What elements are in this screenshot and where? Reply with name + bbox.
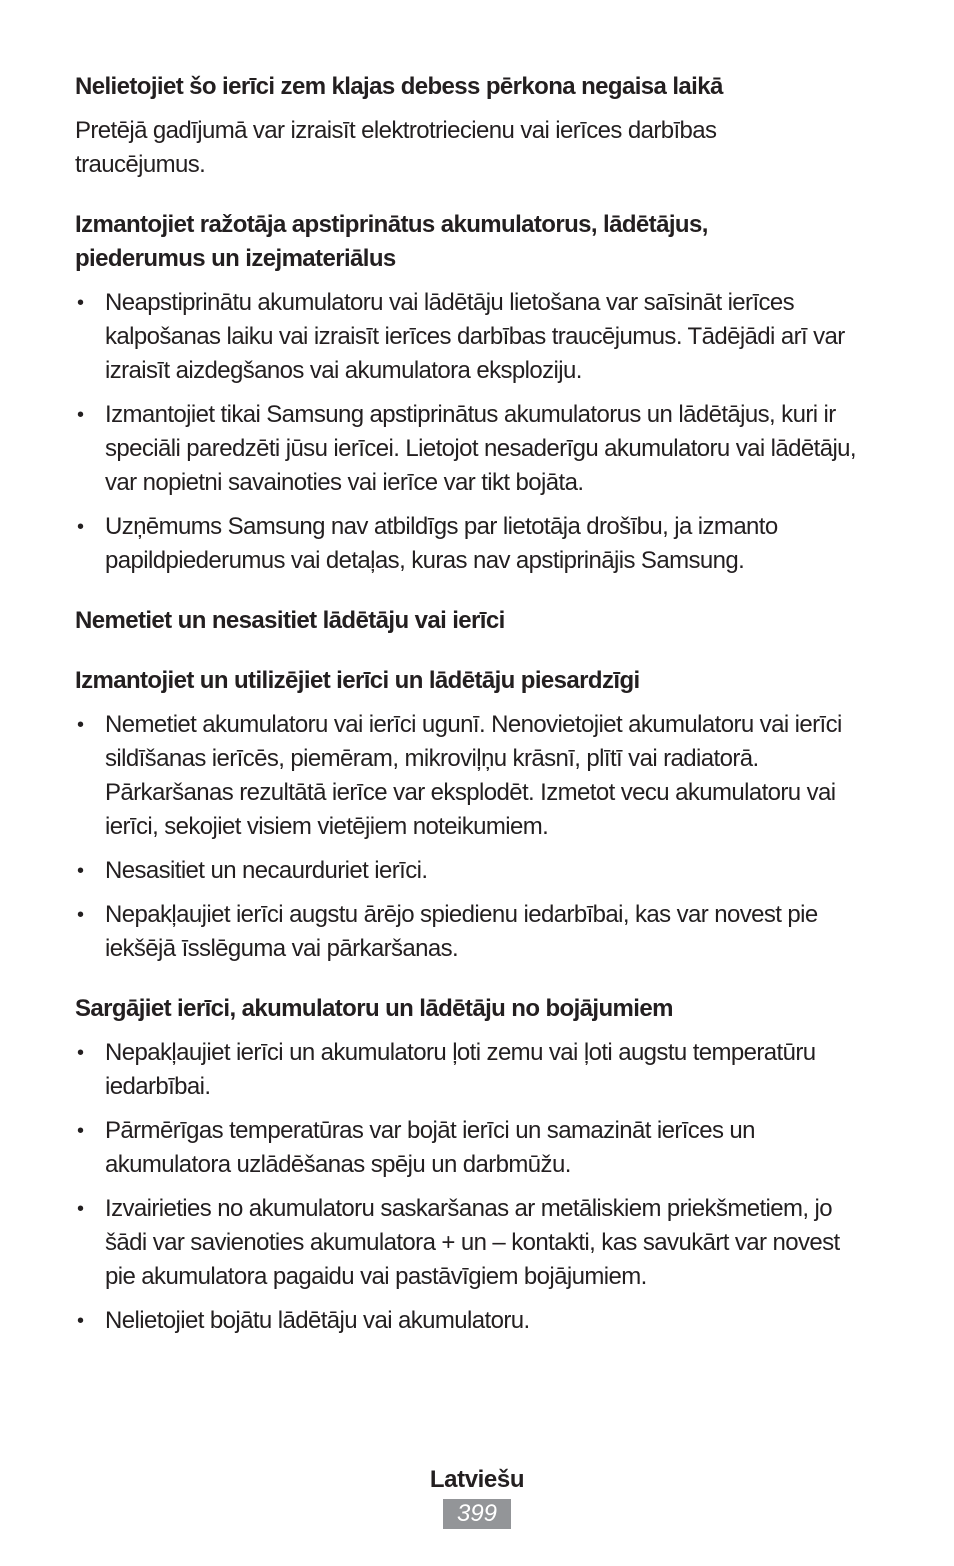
bullet-icon: • bbox=[77, 292, 84, 314]
list-item bbox=[75, 1036, 875, 1104]
section-approved-accessories bbox=[75, 208, 875, 578]
list-item bbox=[75, 708, 875, 844]
page-number: 399 bbox=[443, 1499, 511, 1529]
list-item bbox=[75, 286, 875, 388]
section-heading: Sargājiet ierīci, akumulatoru un lādētāju no bojājumiem bbox=[75, 995, 673, 1022]
section-paragraph: Pretējā gadījumā var izraisīt elektrotriecienu vai ierīces darbības traucējumus. bbox=[75, 117, 717, 178]
bullet-list bbox=[75, 1036, 875, 1338]
list-item bbox=[75, 898, 875, 966]
list-item-text: Neapstiprinātu akumulatoru vai lādētāju lietošana var saīsināt ierīces kalpošanas laiku vai izraisīt ierīces darbības traucējumus. Tādējādi arī var izraisīt aizdegšanos vai akumulatora eksploziju. bbox=[105, 289, 845, 384]
section-heading: Nelietojiet šo ierīci zem klajas debess pērkona negaisa laikā bbox=[75, 73, 723, 100]
list-item-text: Nepakļaujiet ierīci augstu ārējo spiedienu iedarbībai, kas var novest pie iekšējā īsslēguma vai pārkaršanas. bbox=[105, 901, 818, 962]
list-item-text: Pārmērīgas temperatūras var bojāt ierīci un samazināt ierīces un akumulatora uzlādēšanas spēju un darbmūžu. bbox=[105, 1117, 755, 1178]
bullet-icon: • bbox=[77, 1042, 84, 1064]
bullet-icon: • bbox=[77, 714, 84, 736]
list-item-text: Nemetiet akumulatoru vai ierīci ugunī. Nenovietojiet akumulatoru vai ierīci sildīšanas ierīcēs, piemēram, mikroviļņu krāsnī, plītī vai radiatorā. Pārkaršanas rezultātā ierīce var eksplodēt. Izmetot vecu akumulatoru vai ierīci, sekojiet visiem vietējiem noteikumiem. bbox=[105, 711, 842, 840]
section-dispose-carefully bbox=[75, 664, 875, 966]
bullet-icon: • bbox=[77, 1198, 84, 1220]
page-content bbox=[75, 70, 875, 1338]
list-item-text: Nelietojiet bojātu lādētāju vai akumulatoru. bbox=[105, 1307, 530, 1334]
bullet-list bbox=[75, 286, 875, 578]
section-protect-from-damage bbox=[75, 992, 875, 1338]
list-item-text: Izvairieties no akumulatoru saskaršanas ar metāliskiem priekšmetiem, jo šādi var savienoties akumulatora + un – kontakti, kas savukārt var novest pie akumulatora pagaidu vai pastāvīgiem bojājumiem. bbox=[105, 1195, 840, 1290]
section-heading: Izmantojiet ražotāja apstiprinātus akumulatorus, lādētājus, piederumus un izejmateriālus bbox=[75, 211, 708, 272]
list-item-text: Uzņēmums Samsung nav atbildīgs par lietotāja drošību, ja izmanto papildpiederumus vai detaļas, kuras nav apstiprinājis Samsung. bbox=[105, 513, 778, 574]
bullet-icon: • bbox=[77, 516, 84, 538]
list-item bbox=[75, 398, 875, 500]
list-item bbox=[75, 1114, 875, 1182]
bullet-icon: • bbox=[77, 904, 84, 926]
list-item bbox=[75, 510, 875, 578]
bullet-icon: • bbox=[77, 860, 84, 882]
list-item bbox=[75, 854, 875, 888]
section-heading: Nemetiet un nesasitiet lādētāju vai ierīci bbox=[75, 607, 505, 634]
footer-language: Latviešu bbox=[429, 1466, 525, 1493]
bullet-icon: • bbox=[77, 1120, 84, 1142]
list-item-text: Izmantojiet tikai Samsung apstiprinātus akumulatorus un lādētājus, kuri ir speciāli paredzēti jūsu ierīcei. Lietojot nesaderīgu akumulatoru vai lādētāju, var nopietni savainoties vai ierīce var tikt bojāta. bbox=[105, 401, 857, 496]
page-footer bbox=[0, 1463, 954, 1529]
bullet-icon: • bbox=[77, 404, 84, 426]
list-item bbox=[75, 1304, 875, 1338]
bullet-icon: • bbox=[77, 1310, 84, 1332]
section-do-not-drop bbox=[75, 604, 875, 638]
section-heading: Izmantojiet un utilizējiet ierīci un lādētāju piesardzīgi bbox=[75, 667, 640, 694]
list-item-text: Nepakļaujiet ierīci un akumulatoru ļoti zemu vai ļoti augstu temperatūru iedarbībai. bbox=[105, 1039, 816, 1100]
list-item bbox=[75, 1192, 875, 1294]
bullet-list bbox=[75, 708, 875, 966]
section-lightning bbox=[75, 70, 875, 182]
list-item-text: Nesasitiet un necaurduriet ierīci. bbox=[105, 857, 428, 884]
